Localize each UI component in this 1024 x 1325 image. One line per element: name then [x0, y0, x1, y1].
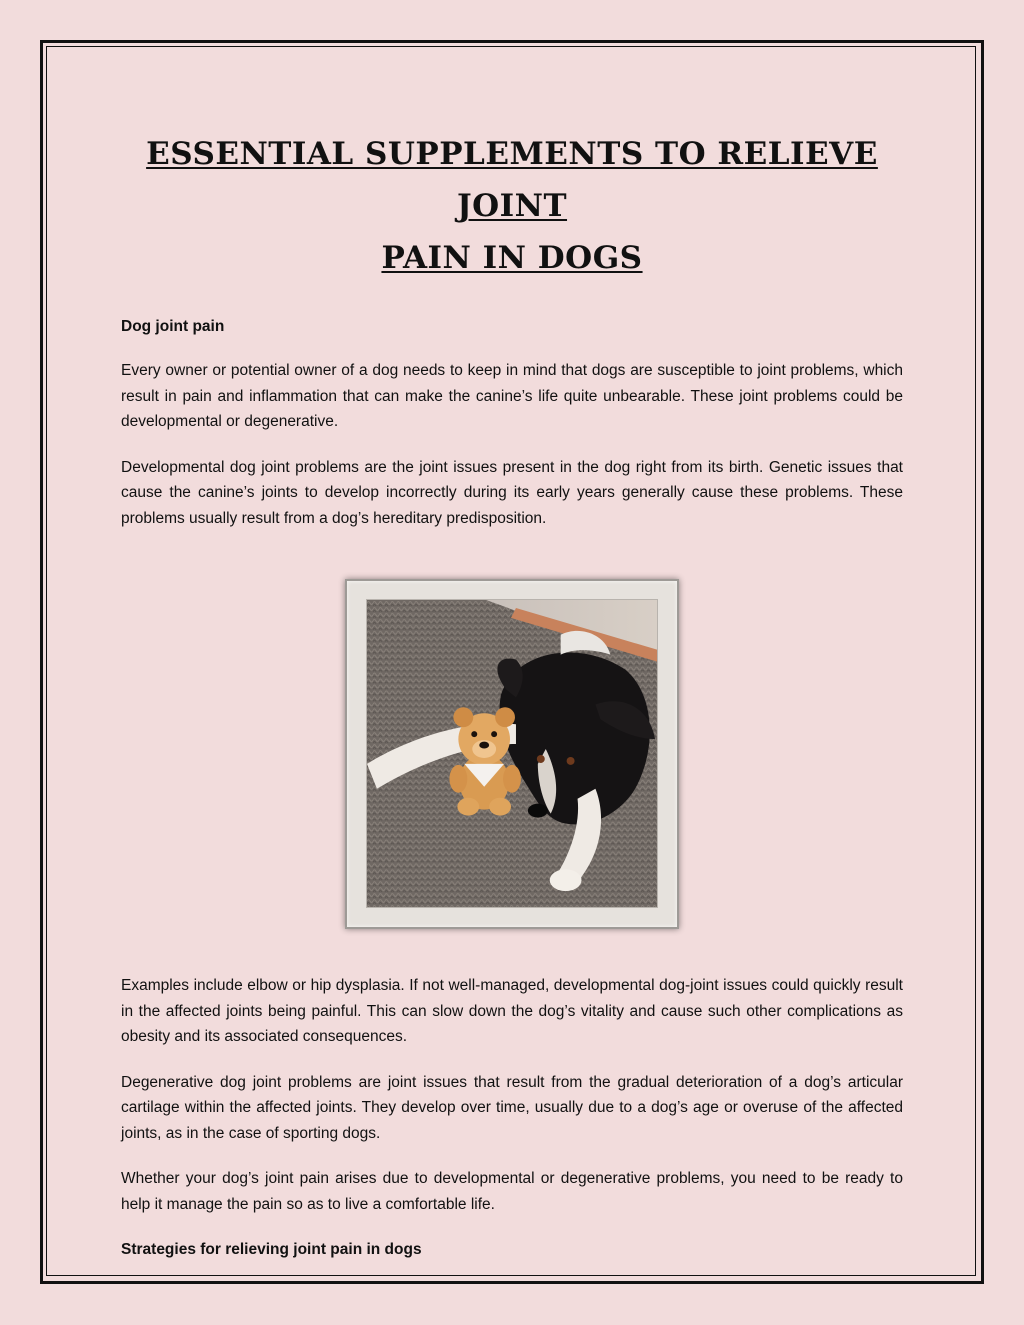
title-line-1: ESSENTIAL SUPPLEMENTS TO RELIEVE JOINT: [146, 136, 878, 224]
paragraph-3: Examples include elbow or hip dysplasia. If not well-managed, developmental dog-joint issues could quickly result in the affected joints being painful. This can slow down the dog’s vitality and cause such other complications as obesity and its associated consequences.: [121, 977, 903, 1045]
paragraph-1: Every owner or potential owner of a dog needs to keep in mind that dogs are susceptible to joint problems, which result in pain and inflammation that can make the canine’s life quite unbearable. These joint problems could be developmental or degenerative.: [121, 362, 903, 430]
photo-frame: [345, 579, 679, 929]
dog-with-teddy-bear-photo: [366, 599, 658, 908]
document-body: [121, 128, 903, 1261]
section-heading-strategies: Strategies for relieving joint pain in dogs: [121, 1241, 422, 1258]
title-line-2: PAIN IN DOGS: [381, 240, 643, 276]
paragraph-4: Degenerative dog joint problems are joint issues that result from the gradual deterioration of a dog’s articular cartilage within the affected joints. They develop over time, usually due to a dog’s age or overuse of the affected joints, as in the case of sporting dogs.: [121, 1073, 903, 1142]
paragraph-2: Developmental dog joint problems are the joint issues present in the dog right from its birth. Genetic issues that cause the canine’s joints to develop incorrectly during its early years generally cause these problems. These problems usually result from a dog’s hereditary predisposition.: [121, 458, 903, 527]
document-title: [121, 128, 903, 284]
section-heading-dog-joint-pain: Dog joint pain: [121, 318, 225, 335]
paragraph-5: Whether your dog’s joint pain arises due to developmental or degenerative problems, you need to be ready to help it manage the pain so as to live a comfortable life.: [121, 1170, 903, 1213]
